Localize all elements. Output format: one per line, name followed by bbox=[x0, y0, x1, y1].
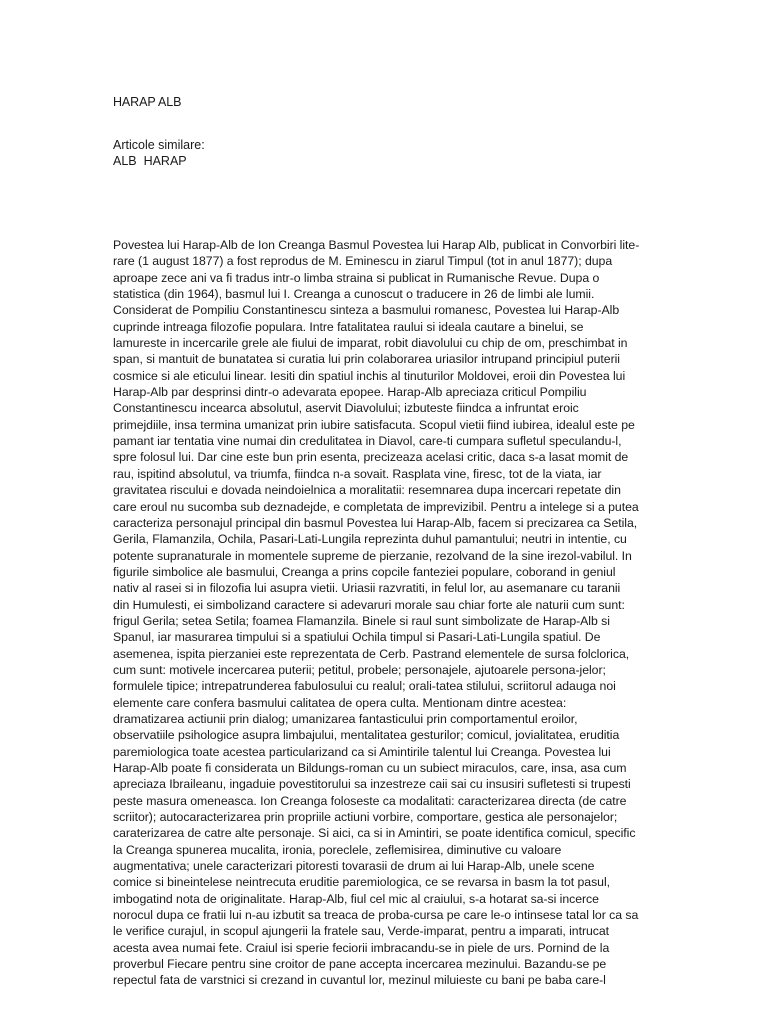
body-text-line: gravitatea riscului e dovada neindoielnica a moralitatii: resemnarea dupa incercari repetate din bbox=[113, 483, 621, 498]
body-text-line: Harap-Alb par desprinsi dintr-o adevarata epopee. Harap-Alb apreciaza criticul Pompiliu bbox=[113, 385, 587, 400]
body-text-line: apreciaza Ibraileanu, ingaduie povestitorului sa inzestreze caii sai cu insusiri sufletesti si trupesti bbox=[113, 777, 631, 792]
similar-article-link[interactable]: ALB HARAP bbox=[113, 154, 187, 168]
body-text-line: proverbul Fiecare pentru sine croitor de pane accepta incercarea mezinului. Bazandu-se pe bbox=[113, 957, 607, 972]
body-text-line: rare (1 august 1877) a fost reprodus de M. Eminescu in ziarul Timpul (tot in anul 1877); dupa bbox=[113, 254, 613, 269]
body-text-line: cuprinde intreaga filozofie populara. Intre fatalitatea raului si ideala cautare a binelui, se bbox=[113, 319, 584, 334]
body-text-line: caraterizarea de catre alte personaje. Si aici, ca si in Amintiri, se poate identifica comicul, specific bbox=[113, 826, 636, 841]
body-text-line: pamant iar tentatia vine numai din credulitatea in Diavol, care-ti cumpara sufletul speculandu-l, bbox=[113, 434, 622, 449]
body-text-line: Gerila, Flamanzila, Ochila, Pasari-Lati-Lungila reprezinta duhul pamantului; neutri in intentie, cu bbox=[113, 532, 627, 547]
body-text-line: Spanul, iar masurarea timpului si a spatiului Ochila timpul si Pasari-Lati-Lungila spatiul. De bbox=[113, 630, 601, 645]
body-text-line: spre folosul lui. Dar cine este bun prin esenta, precizeaza acelasi critic, daca s-a lasat momit de bbox=[113, 450, 629, 465]
body-text-line: frigul Gerila; setea Setila; foamea Flamanzila. Binele si raul sunt simbolizate de Harap-Alb si bbox=[113, 613, 610, 628]
body-text-line: Considerat de Pompiliu Constantinescu sinteza a basmului romanesc, Povestea lui Harap-Alb bbox=[113, 303, 620, 318]
body-text-line: care eroul nu sucomba sub deznadejde, e completata de imprevizibil. Pentru a intelege si a putea bbox=[113, 499, 639, 514]
body-text-line: span, si mantuit de bunatatea si curatia lui prin colaborarea uriasilor intrupand principiul puterii bbox=[113, 352, 620, 367]
body-text-line: elemente care confera basmului calitatea de opera culta. Mentionam dintre acestea: bbox=[113, 695, 567, 710]
body-text-line: formulele tipice; intrepatrunderea fabulosului cu realul; orali-tatea stilului, scriitorul adauga noi bbox=[113, 679, 616, 694]
body-text-line: augmentativa; unele caracterizari pitoresti tovarasii de drum ai lui Harap-Alb, unele scene bbox=[113, 859, 595, 874]
body-text-line: figurile simbolice ale basmului, Creanga a prins copcile fanteziei populare, coborand in geniul bbox=[113, 564, 616, 579]
body-text-line: lamureste in incercarile grele ale fiului de imparat, robit diavolului cu chip de om, preschimbat in bbox=[113, 336, 628, 351]
body-text-line: potente supranaturale in momentele supreme de pierzanie, rezolvand de la sine irezol-vabilul. In bbox=[113, 548, 632, 563]
body-text-line: le verifice curajul, in scopul ajungerii la fratele sau, Verde-imparat, pentru a imparati, intrucat bbox=[113, 924, 610, 939]
body-text-line: Povestea lui Harap-Alb de Ion Creanga Basmul Povestea lui Harap Alb, publicat in Convorbiri lite- bbox=[113, 238, 640, 252]
similar-articles-section bbox=[113, 137, 205, 169]
body-text-line: imbogatind nota de originalitate. Harap-Alb, fiul cel mic al craiului, s-a hotarat sa-si incerce bbox=[113, 891, 599, 906]
body-text-line: aproape zece ani va fi tradus intr-o limba straina si publicat in Rumanische Revue. Dupa o bbox=[113, 270, 600, 285]
body-text-line: rau, ispitind absolutul, va triumfa, fiindca n-a sovait. Rasplata vine, firesc, tot de la viata, iar bbox=[113, 466, 602, 481]
body-text-line: caracteriza personajul principal din basmul Povestea lui Harap-Alb, facem si precizarea ca Setila, bbox=[113, 515, 638, 530]
document-title: HARAP ALB bbox=[113, 95, 182, 109]
body-text-line: dramatizarea actiunii prin dialog; umanizarea fantasticului prin comportamentul eroilor, bbox=[113, 711, 578, 726]
body-text-line: observatiile psihologice asupra limbajului, mentalitatea gesturilor; comicul, jovialitatea, eruditia bbox=[113, 728, 620, 743]
document-body bbox=[113, 237, 658, 989]
body-text-line: norocul dupa ce fratii lui n-au izbutit sa treaca de proba-cursa pe care le-o intinsese tatal lor ca sa bbox=[113, 908, 639, 923]
body-text-line: primejdiile, insa termina umanizat prin iubire satisfacuta. Scopul vietii fiind iubirea, idealul este pe bbox=[113, 417, 635, 432]
body-text-line: scriitor); autocaracterizarea prin propriile actiuni vorbire, comportare, gestica ale personajelor; bbox=[113, 810, 618, 825]
body-text-line: comice si bineintelese neintrecuta eruditie paremiologica, ce se revarsa in basm la tot pasul, bbox=[113, 875, 610, 890]
body-text-line: cum sunt: motivele incercarea puterii; petitul, probele; personajele, ajutoarele persona-jelor; bbox=[113, 662, 606, 677]
body-text-line: statistica (din 1964), basmul lui I. Creanga a cunoscut o traducere in 26 de limbi ale lumii. bbox=[113, 287, 595, 302]
body-text-line: la Creanga spunerea mucalita, ironia, poreclele, zeflemisirea, diminutive cu valoare bbox=[113, 842, 562, 857]
body-text-line: nativ al rasei si in filozofia lui asupra vietii. Uriasii razvratiti, in felul lor, au asemanare cu taranii bbox=[113, 581, 621, 596]
body-text-line: asemenea, ispita pierzaniei este reprezentata de Cerb. Pastrand elementele de sursa folclorica, bbox=[113, 646, 630, 661]
body-text-line: cosmice si ale eticului linear. Iesiti din spatiul inchis al tinuturilor Moldovei, eroii din Povestea lui bbox=[113, 368, 626, 383]
body-text-line: acesta avea numai fete. Craiul isi sperie feciorii imbracandu-se in piele de urs. Pornind de la bbox=[113, 940, 610, 955]
body-text-line: Harap-Alb poate fi considerata un Bildungs-roman cu un subiect miraculos, care, insa, asa cum bbox=[113, 761, 627, 775]
body-text-line: Constantinescu incearca absolutul, aservit Diavolului; izbuteste fiindca a infruntat eroic bbox=[113, 401, 579, 416]
body-text-line: repectul fata de varstnici si crezand in cuvantul lor, mezinul miluieste cu bani pe baba care-l bbox=[113, 973, 606, 988]
body-text-line: peste masura omeneasca. Ion Creanga foloseste ca modalitati: caracterizarea directa (de catre bbox=[113, 793, 627, 808]
similar-articles-heading: Articole similare: bbox=[113, 138, 205, 152]
body-text-line: din Humulesti, ei simbolizand caractere si adevaruri morale sau chiar forte ale naturii cum sunt: bbox=[113, 597, 625, 612]
body-text-line: paremiologica toate acestea particularizand ca si Amintirile talentul lui Creanga. Povestea lui bbox=[113, 744, 611, 759]
